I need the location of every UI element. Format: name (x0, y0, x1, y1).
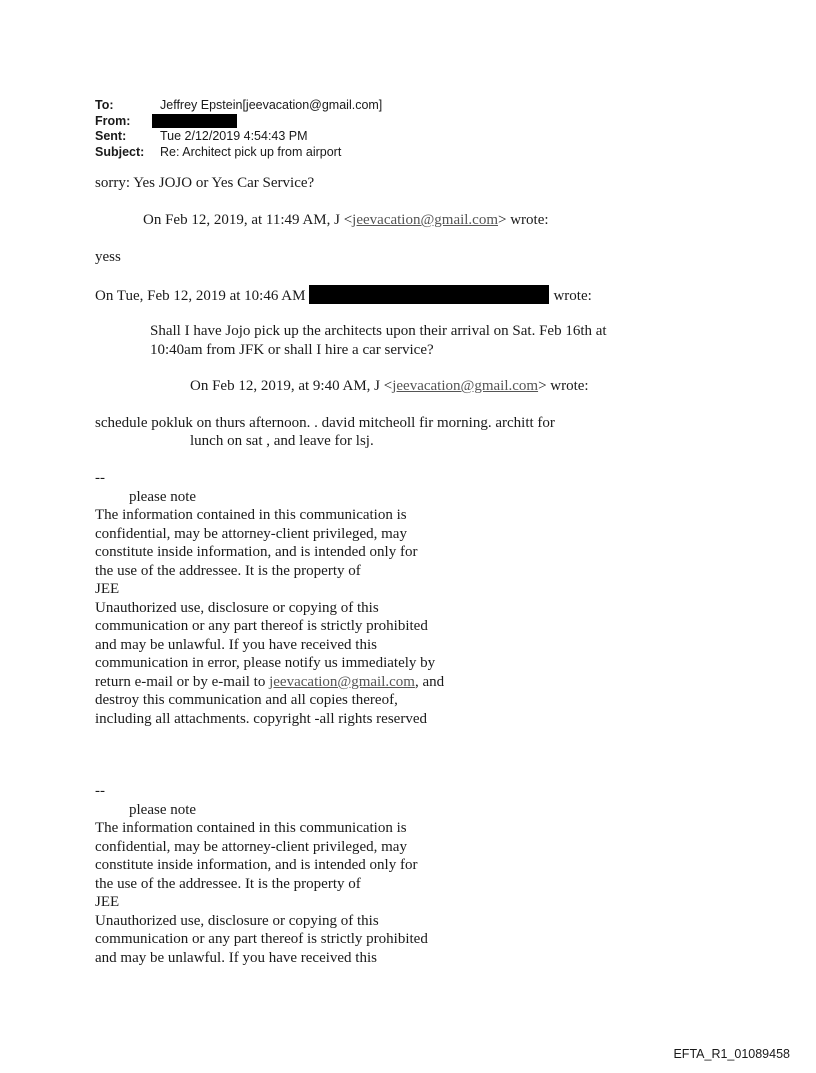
disclaimer-line: The information contained in this communication is (95, 820, 407, 836)
redaction-bar (152, 114, 237, 128)
disclaimer-line: confidential, may be attorney-client privileged, may (95, 525, 407, 542)
quote-header-3-pre: On Feb 12, 2019, at 9:40 AM, J < (190, 378, 393, 394)
reply-line-2: yess (95, 249, 121, 265)
email-link[interactable]: jeevacation@gmail.com (269, 673, 415, 690)
disclaimer-line: JEE (95, 581, 120, 597)
disclaimer-email-line (95, 673, 444, 692)
disclaimer-line: and may be unlawful. If you have received this (95, 636, 377, 653)
quote-header-1-pre: On Feb 12, 2019, at 11:49 AM, J < (143, 212, 353, 228)
quote-header-2-post: wrote: (553, 288, 592, 304)
disclaimer-1 (95, 469, 444, 728)
disclaimer-line: the use of the addressee. It is the property of (95, 562, 361, 579)
disclaimer-email-pre: return e-mail or by e-mail to (95, 673, 270, 690)
redaction-bar (309, 285, 549, 304)
disclaimer-line: and may be unlawful. If you have received this (95, 949, 377, 966)
disclaimer-line: Unauthorized use, disclosure or copying of this (95, 599, 379, 616)
disclaimer-line: including all attachments. copyright -all rights reserved (95, 710, 427, 727)
from-row (95, 114, 382, 130)
sent-row (95, 129, 382, 145)
signature-dashes: -- (95, 470, 105, 486)
subject-row (95, 145, 382, 161)
disclaimer-line: communication or any part thereof is strictly prohibited (95, 931, 428, 947)
document-id: EFTA_R1_01089458 (673, 1047, 790, 1061)
message-1-line-1: Shall I have Jojo pick up the architects upon their arrival on Sat. Feb 16th at (150, 323, 607, 339)
disclaimer-line: communication in error, please notify us immediately by (95, 655, 436, 671)
to-row (95, 98, 382, 114)
subject-label: Subject: (95, 144, 145, 159)
disclaimer-email-post: , and (414, 673, 445, 690)
disclaimer-line: destroy this communication and all copies thereof, (95, 692, 398, 708)
please-note: please note (129, 488, 197, 505)
disclaimer-line: constitute inside information, and is intended only for (95, 857, 418, 873)
disclaimer-line: the use of the addressee. It is the property of (95, 875, 361, 892)
disclaimer-line: confidential, may be attorney-client privileged, may (95, 838, 407, 855)
quote-header-1-post: > wrote: (498, 212, 549, 228)
quote-header-2-pre: On Tue, Feb 12, 2019 at 10:46 AM (95, 288, 306, 304)
message-2-line-1: schedule pokluk on thurs afternoon. . david mitcheoll fir morning. architt for (95, 415, 555, 431)
disclaimer-2 (95, 782, 428, 967)
message-1 (150, 322, 607, 359)
message-2-line-2: lunch on sat , and leave for lsj. (190, 433, 374, 449)
disclaimer-line: constitute inside information, and is intended only for (95, 544, 418, 560)
quote-header-3-post: > wrote: (538, 378, 589, 394)
sent-value: Tue 2/12/2019 4:54:43 PM (160, 129, 308, 143)
email-header (95, 98, 382, 160)
message-1-line-2: 10:40am from JFK or shall I hire a car service? (150, 341, 434, 358)
subject-value: Re: Architect pick up from airport (160, 144, 342, 159)
quote-header-3 (190, 377, 589, 396)
quote-header-2 (95, 285, 592, 306)
disclaimer-line: communication or any part thereof is strictly prohibited (95, 618, 428, 634)
sent-label: Sent: (95, 129, 127, 143)
email-link[interactable]: jeevacation@gmail.com (352, 212, 499, 228)
from-label: From: (95, 113, 131, 128)
disclaimer-line: The information contained in this communication is (95, 507, 407, 523)
to-label: To: (95, 98, 114, 112)
disclaimer-line: Unauthorized use, disclosure or copying of this (95, 912, 379, 929)
disclaimer-line: JEE (95, 894, 120, 910)
to-value: Jeffrey Epstein[jeevacation@gmail.com] (160, 98, 383, 112)
email-link[interactable]: jeevacation@gmail.com (392, 378, 539, 394)
please-note: please note (129, 801, 197, 818)
reply-line-1: sorry: Yes JOJO or Yes Car Service? (95, 175, 315, 191)
signature-dashes: -- (95, 783, 105, 799)
quote-header-1 (143, 211, 549, 230)
